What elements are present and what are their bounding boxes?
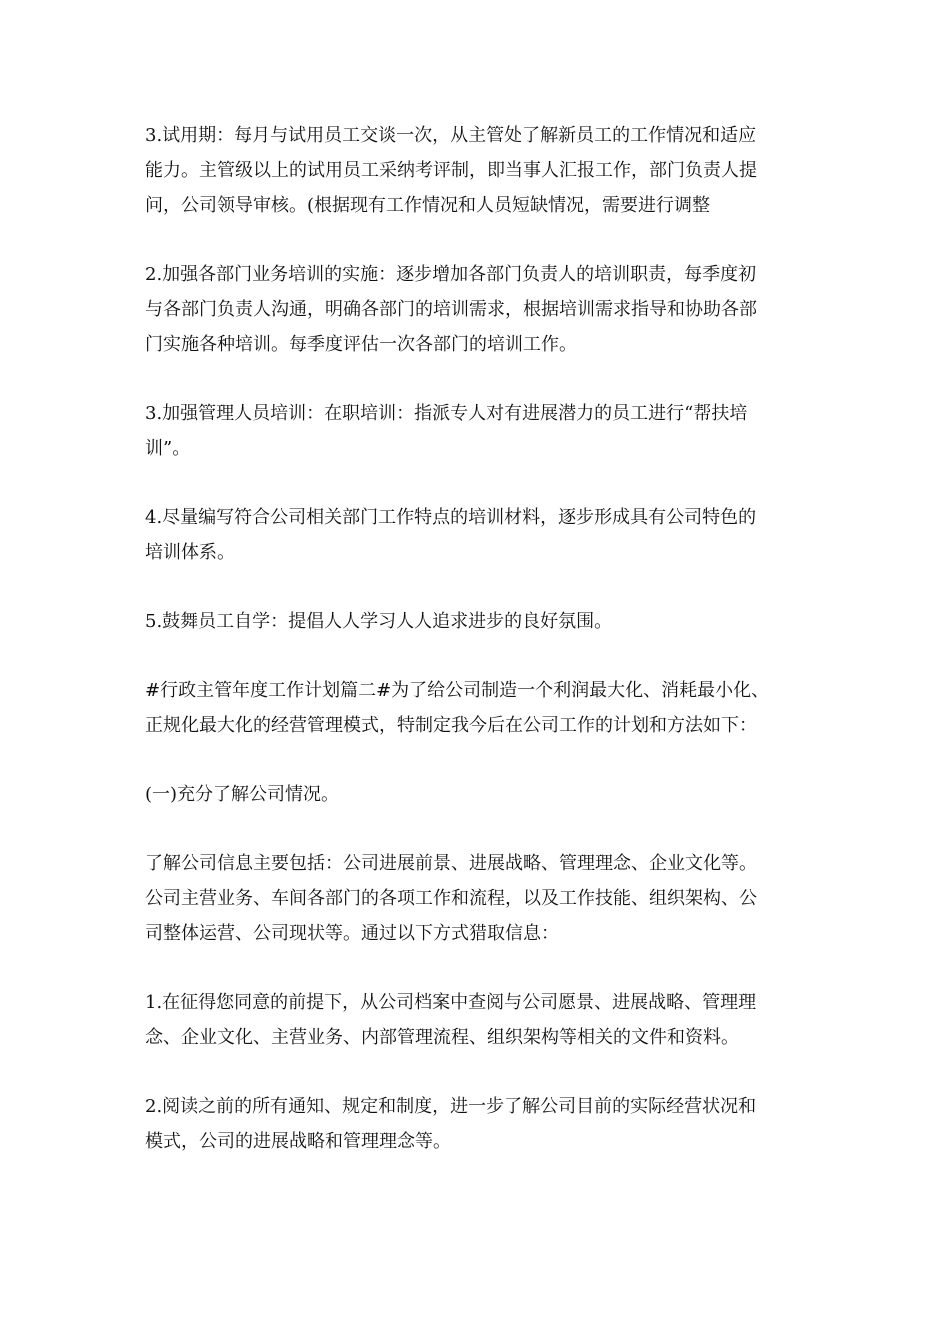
- text-line: 能力。主管级以上的试用员工采纳考评制，即当事人汇报工作，部门负责人提: [145, 160, 757, 181]
- paragraph-archive-review: [145, 985, 805, 1055]
- text-line: 公司主营业务、车间各部门的各项工作和流程，以及工作技能、组织架构、公: [145, 888, 757, 909]
- paragraph-self-study: [145, 604, 805, 639]
- text-line: 1.在征得您同意的前提下，从公司档案中查阅与公司愿景、进展战略、管理理: [145, 992, 757, 1013]
- text-line: 正规化最大化的经营管理模式，特制定我今后在公司工作的计划和方法如下：: [145, 715, 757, 736]
- text-line: 门实施各种培训。每季度评估一次各部门的培训工作。: [145, 334, 577, 355]
- paragraph-plan-two-intro: [145, 673, 805, 743]
- text-line: 问，公司领导审核。(根据现有工作情况和人员短缺情况，需要进行调整: [145, 195, 711, 216]
- paragraph-manager-training: [145, 396, 805, 466]
- section-heading: [145, 777, 805, 812]
- text-line: 5.鼓舞员工自学：提倡人人学习人人追求进步的良好氛围。: [145, 611, 613, 632]
- text-line: 4.尽量编写符合公司相关部门工作特点的培训材料，逐步形成具有公司特色的: [145, 507, 757, 528]
- text-line: 模式，公司的进展战略和管理理念等。: [145, 1131, 451, 1152]
- paragraph-read-notices: [145, 1089, 805, 1159]
- text-line: 2.阅读之前的所有通知、规定和制度，进一步了解公司目前的实际经营状况和: [145, 1096, 757, 1117]
- text-line: (一)充分了解公司情况。: [145, 784, 340, 805]
- document-body: [145, 118, 805, 1193]
- paragraph-company-info: [145, 846, 805, 951]
- text-line: 司整体运营、公司现状等。通过以下方式猎取信息：: [145, 923, 559, 944]
- paragraph-training-materials: [145, 500, 805, 570]
- text-line: #行政主管年度工作计划篇二#为了给公司制造一个利润最大化、消耗最小化、: [145, 680, 770, 701]
- text-line: 念、企业文化、主营业务、内部管理流程、组织架构等相关的文件和资料。: [145, 1027, 739, 1048]
- text-line: 2.加强各部门业务培训的实施：逐步增加各部门负责人的培训职责，每季度初: [145, 264, 757, 285]
- paragraph-department-training: [145, 257, 805, 362]
- text-line: 了解公司信息主要包括：公司进展前景、进展战略、管理理念、企业文化等。: [145, 853, 757, 874]
- text-line: 3.加强管理人员培训：在职培训：指派专人对有进展潜力的员工进行“帮扶培: [145, 403, 748, 424]
- text-line: 3.试用期：每月与试用员工交谈一次，从主管处了解新员工的工作情况和适应: [145, 125, 757, 146]
- paragraph-probation: [145, 118, 805, 223]
- text-line: 训”。: [145, 438, 191, 459]
- text-line: 与各部门负责人沟通，明确各部门的培训需求，根据培训需求指导和协助各部: [145, 299, 757, 320]
- text-line: 培训体系。: [145, 542, 235, 563]
